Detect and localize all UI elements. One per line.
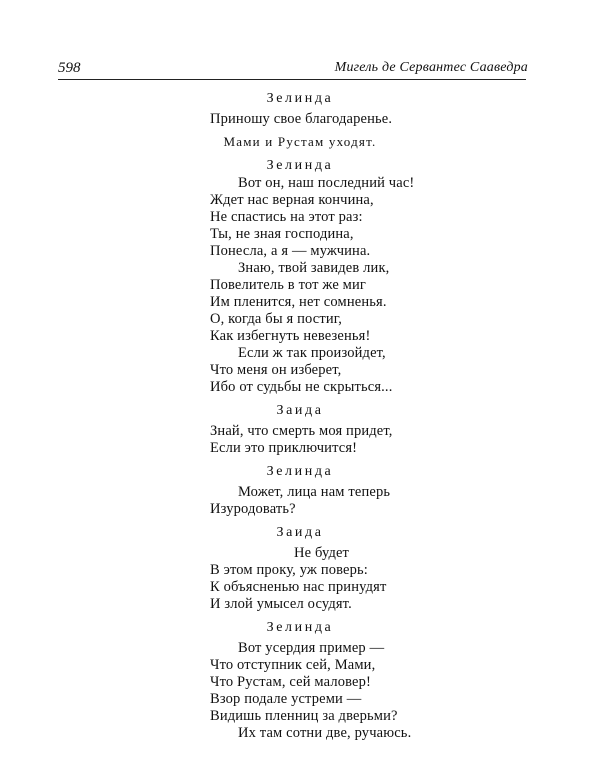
- page-number: 598: [58, 60, 81, 76]
- speaker-name: Заида: [276, 403, 324, 418]
- verse-line: Как избегнуть невезенья!: [210, 328, 371, 344]
- speaker-name: Заида: [276, 525, 324, 540]
- verse-line: Что Рустам, сей маловер!: [210, 674, 372, 690]
- verse-line: В этом проку, уж поверь:: [210, 562, 368, 578]
- verse-line: Ты, не зная господина,: [210, 226, 354, 242]
- stage-direction: Мами и Рустам уходят.: [223, 134, 377, 149]
- speaker-name: Зелинда: [266, 620, 334, 635]
- verse-line: Видишь пленниц за дверьми?: [210, 708, 398, 724]
- verse-line: Не будет: [294, 545, 350, 561]
- verse-line: Ибо от судьбы не скрыться...: [210, 379, 393, 395]
- verse-line: Ждет нас верная кончина,: [210, 192, 374, 208]
- verse-line: Взор подале устреми —: [210, 691, 362, 707]
- verse-line: Вот он, наш последний час!: [238, 175, 415, 191]
- page-header: [58, 60, 528, 80]
- verse-line: О, когда бы я постиг,: [210, 311, 342, 327]
- verse-line: Знай, что смерть моя придет,: [210, 423, 393, 439]
- verse-line: Повелитель в тот же миг: [210, 277, 367, 293]
- verse-line: Приношу свое благодаренье.: [210, 111, 393, 127]
- verse-line: Изуродовать?: [210, 501, 296, 517]
- verse-line: Им пленится, нет сомненья.: [210, 294, 387, 310]
- verse-line: Понесла, а я — мужчина.: [210, 243, 371, 259]
- verse-line: Если это приключится!: [210, 440, 358, 456]
- verse-line: Их там сотни две, ручаюсь.: [238, 725, 412, 741]
- verse-line: Что отступник сей, Мами,: [210, 657, 376, 673]
- verse-line: Может, лица нам теперь: [238, 484, 391, 500]
- verse-line: К объясненью нас принудят: [210, 579, 387, 595]
- verse-line: Вот усердия пример —: [238, 640, 385, 656]
- verse-line: Знаю, твой завидев лик,: [238, 260, 390, 276]
- speaker-name: Зелинда: [266, 464, 334, 479]
- speaker-name: Зелинда: [266, 91, 334, 106]
- header-rule: [58, 79, 526, 80]
- verse-line: Что меня он изберет,: [210, 362, 342, 378]
- speaker-name: Зелинда: [266, 158, 334, 173]
- verse-line: И злой умысел осудят.: [210, 596, 352, 612]
- running-title: Мигель де Сервантес Сааведра: [334, 60, 528, 75]
- verse-line: Не спастись на этот раз:: [210, 209, 363, 225]
- verse-line: Если ж так произойдет,: [238, 345, 386, 361]
